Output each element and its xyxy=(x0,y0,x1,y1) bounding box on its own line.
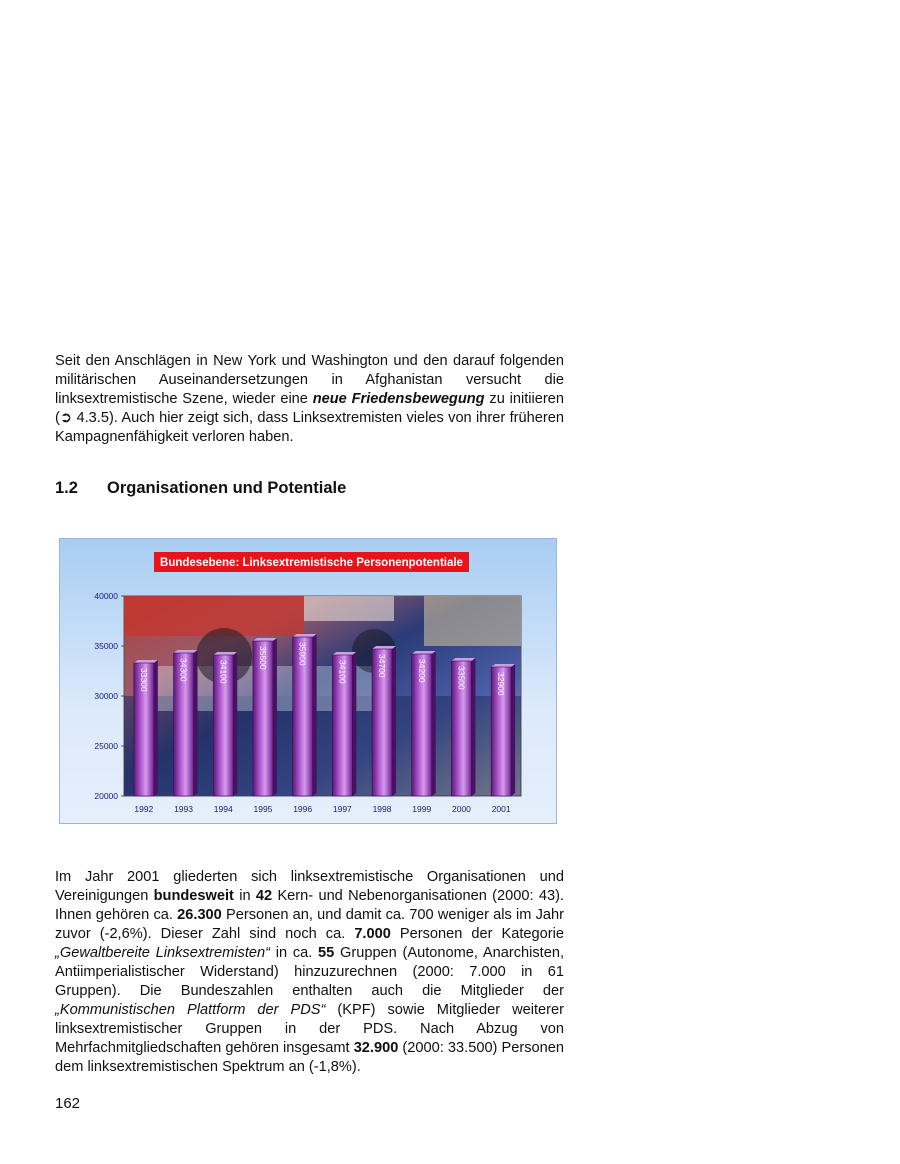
bar-value-label: 34200 xyxy=(416,659,427,683)
body-paragraph xyxy=(55,868,564,1077)
bar-side xyxy=(154,660,158,796)
photo-shape xyxy=(304,596,394,621)
paragraph2-segment: 42 xyxy=(255,888,273,904)
bar-side xyxy=(432,651,436,796)
bar-value-label: 35900 xyxy=(297,642,308,666)
section-title: Organisationen und Potentiale xyxy=(107,479,347,497)
paragraph2-segment: Personen an, und damit ca. 700 weniger als im Jahr zuvor (-2,6%). Dieser Zahl sind noch ca. xyxy=(55,907,564,942)
paragraph2-segment: Im Jahr 2001 gliederten sich linksextremistische Organisationen und Vereinigungen xyxy=(55,869,564,904)
bar-top xyxy=(253,638,277,641)
bar-top xyxy=(412,651,436,654)
x-tick-label: 1992 xyxy=(134,804,154,814)
bar-value-label: 33300 xyxy=(138,668,149,692)
potential-chart xyxy=(59,538,557,824)
y-tick-label: 40000 xyxy=(94,591,118,601)
paragraph1-segment: Seit den Anschlägen in New York und Washington und den darauf folgenden militärischen Auseinandersetzungen in Afghanistan versucht die linksextremistische Szene, wieder eine xyxy=(55,353,564,407)
bar-value-label: 34100 xyxy=(218,660,229,684)
paragraph2-segment: in xyxy=(233,888,256,904)
bar-side xyxy=(511,664,515,796)
x-tick-label: 1996 xyxy=(293,804,313,814)
paragraph2-segment: Gruppen (Autonome, Anarchisten, Antiimperialistischer Widerstand) hinzuzurechnen (2000: 7.000 in 61 Gruppen). Die Bundeszahlen enthalten auch die Mitglieder der xyxy=(55,945,565,999)
paragraph2-segment: „Kommunistischen Plattform der PDS“ xyxy=(55,1002,326,1018)
bar-side xyxy=(471,658,475,796)
x-axis-labels xyxy=(134,804,510,814)
bar-top xyxy=(293,634,317,637)
y-tick-label: 20000 xyxy=(94,791,118,801)
bar-value-label: 33500 xyxy=(456,666,467,690)
intro-paragraph xyxy=(55,352,564,447)
paragraph2-segment: „Gewaltbereite Linksextremisten“ xyxy=(55,945,270,961)
bar-top xyxy=(451,658,475,661)
bar-side xyxy=(392,646,396,796)
paragraph2-segment: Personen der Kategorie xyxy=(390,926,564,942)
section-number: 1.2 xyxy=(55,479,78,497)
x-tick-label: 2001 xyxy=(491,804,511,814)
chart-title: Bundesebene: Linksextremistische Personenpotentiale xyxy=(160,557,463,569)
x-tick-label: 1997 xyxy=(332,804,352,814)
bar-value-label: 32900 xyxy=(496,672,507,696)
bar-top xyxy=(372,646,396,649)
paragraph2-segment: Kern- und Nebenorganisationen (2000: 43). Ihnen gehören ca. xyxy=(55,888,565,923)
paragraph1-segment: ➲ xyxy=(59,410,73,426)
paragraph2-segment: (KPF) sowie Mitglieder weiterer linksextremistischer Gruppen in der PDS. Nach Abzug von Mehrfachmitgliedschaften gehören insgesamt xyxy=(55,1002,564,1056)
bar-top xyxy=(332,652,356,655)
bar-side xyxy=(233,652,237,796)
bar-side xyxy=(194,650,198,796)
bar-value-label: 34100 xyxy=(337,660,348,684)
bar-top xyxy=(174,650,198,653)
bar-value-label: 34300 xyxy=(178,658,189,682)
page-number: 162 xyxy=(55,1095,81,1112)
bar-top xyxy=(134,660,158,663)
chart-svg xyxy=(60,539,556,823)
bar-top xyxy=(491,664,515,667)
bar-side xyxy=(313,634,317,796)
y-tick-label: 25000 xyxy=(94,741,118,751)
paragraph2-segment: (2000: 33.500) Personen dem linksextremistischen Spektrum an (-1,8%). xyxy=(55,1040,564,1075)
paragraph1-segment: zu initiieren ( xyxy=(55,391,564,426)
paragraph1-segment: 4.3.5). Auch hier zeigt sich, dass Linksextremisten vieles von ihrer früheren Kampagnenfähigkeit verloren haben. xyxy=(55,410,564,445)
paragraph2-segment: 55 xyxy=(318,945,335,961)
x-tick-label: 1995 xyxy=(253,804,273,814)
paragraph2-segment: in ca. xyxy=(270,945,319,961)
paragraph2-segment: 7.000 xyxy=(354,926,391,942)
paragraph1-segment: neue Friedensbewegung xyxy=(312,391,485,407)
y-tick-label: 35000 xyxy=(94,641,118,651)
section-heading xyxy=(55,479,346,498)
x-tick-label: 2000 xyxy=(451,804,471,814)
bar-value-label: 35500 xyxy=(257,646,268,670)
photo-shape xyxy=(424,596,521,646)
bar-top xyxy=(213,652,237,655)
paragraph2-segment: 26.300 xyxy=(177,907,222,923)
bar-side xyxy=(273,638,277,796)
paragraph2-segment: bundesweit xyxy=(153,888,234,904)
y-tick-label: 30000 xyxy=(94,691,118,701)
y-axis-ticks xyxy=(94,591,124,801)
x-tick-label: 1993 xyxy=(174,804,194,814)
bar-value-label: 34700 xyxy=(377,654,388,678)
x-tick-label: 1998 xyxy=(372,804,392,814)
paragraph2-segment: 32.900 xyxy=(353,1040,399,1056)
x-tick-label: 1994 xyxy=(213,804,233,814)
bar-side xyxy=(352,652,356,796)
x-tick-label: 1999 xyxy=(412,804,432,814)
